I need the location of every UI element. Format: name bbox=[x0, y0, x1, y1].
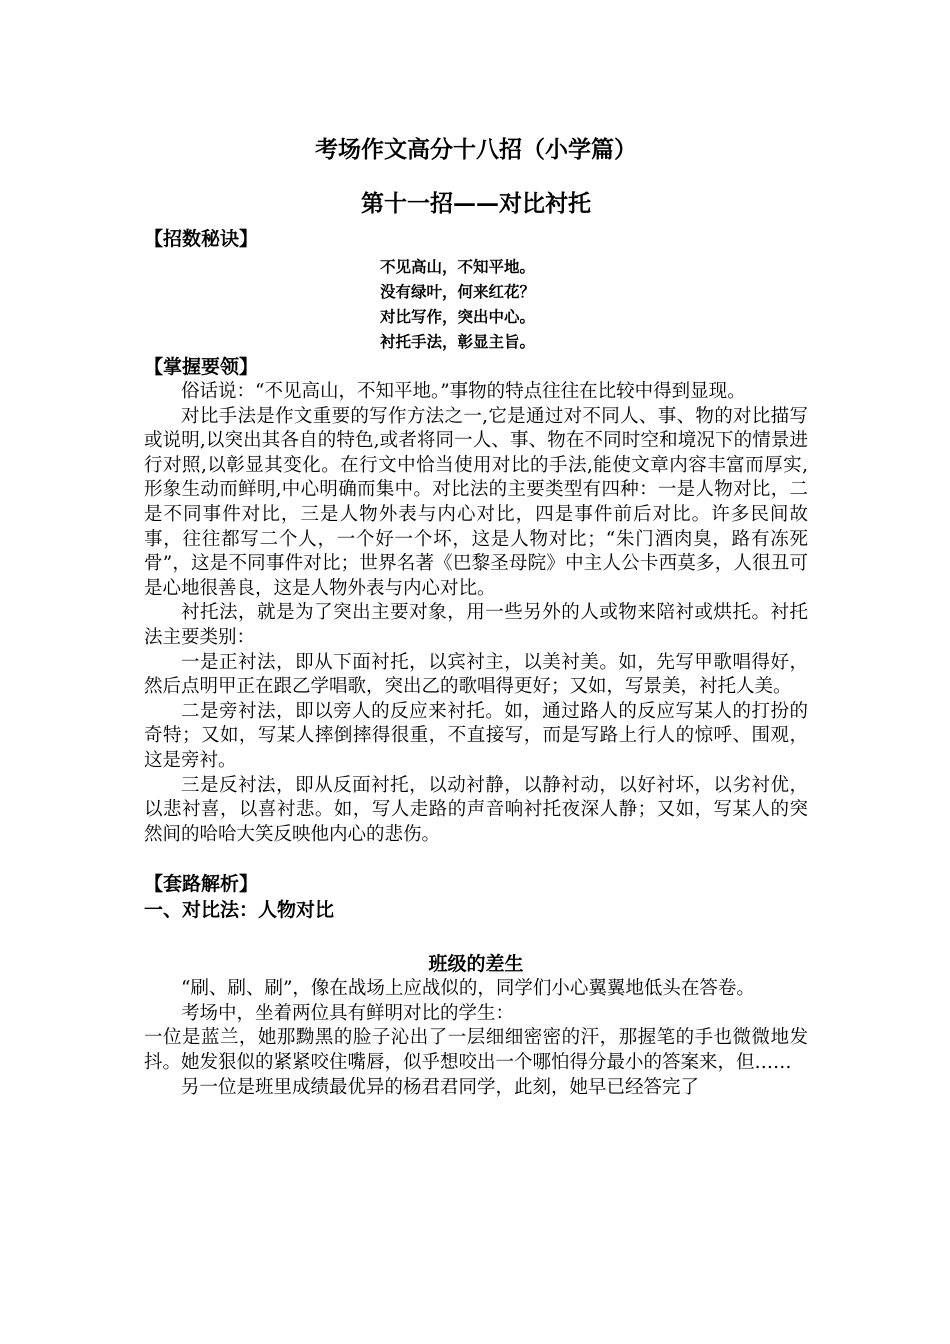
essentials-paragraph: 一是正衬法，即从下面衬托，以宾衬主，以美衬美。如，先写甲歌唱得好，然后点明甲正在跟乙学唱歌，突出乙的歌唱得更好；又如，写景美，衬托人美。 bbox=[144, 651, 808, 698]
spacer bbox=[144, 847, 808, 871]
essentials-paragraph: 三是反衬法，即从反面衬托，以动衬静，以静衬动，以好衬坏，以劣衬优，以悲衬喜，以喜衬悲。如，写人走路的声音响衬托夜深人静；又如，写某人的突然间的哈哈大笑反映他内心的悲伤。 bbox=[144, 774, 808, 845]
essentials-paragraph: 二是旁衬法，即以旁人的反应来衬托。如，通过路人的反应写某人的打扮的奇特；又如，写某人摔倒摔得很重，不直接写，而是写路上行人的惊呼、围观，这是旁衬。 bbox=[144, 700, 808, 771]
document-subtitle: 第十一招——对比衬托 bbox=[361, 190, 591, 217]
verse-line: 不见高山，不知平地。 bbox=[380, 257, 536, 276]
secret-verse bbox=[144, 254, 808, 354]
essentials-heading: 【掌握要领】 bbox=[144, 356, 259, 378]
essentials-paragraph: 俗话说：“不见高山，不知平地。”事物的特点往往在比较中得到显现。 bbox=[181, 381, 746, 402]
analysis-heading: 【套路解析】 bbox=[144, 873, 259, 896]
essay-paragraph: “刷、刷、刷”，像在战场上应战似的，同学们小心翼翼地低头在答卷。 bbox=[181, 978, 755, 1000]
spacer bbox=[144, 923, 808, 951]
document-page bbox=[144, 128, 808, 1100]
essentials-paragraph: 衬托法，就是为了突出主要对象，用一些另外的人或物来陪衬或烘托。衬托法主要类别： bbox=[144, 602, 808, 648]
analysis-section-title: 一、对比法：人物对比 bbox=[144, 899, 335, 922]
essentials-paragraph: 对比手法是作文重要的写作方法之一,它是通过对不同人、事、物的对比描写或说明,以突出其各自的特色,或者将同一人、事、物在不同时空和境况下的情景进行对照,以彰显其变化。在行文中恰当使用对比的手法,能使文章内容丰富而厚实,形象生动而鲜明,中心明确而集中。对比法的主要类型有四种：一是人物对比，二是不同事件对比，三是人物外表与内心对比，四是事件前后对比。许多民间故事，往往都写二个人，一个好一个坏，这是人物对比；“朱门酒肉臭，路有冻死骨”，这是不同事件对比；世界名著《巴黎圣母院》中主人公卡西莫多，人很丑可是心地很善良，这是人物外表与内心对比。 bbox=[144, 405, 808, 599]
essay-title: 班级的差生 bbox=[428, 953, 524, 976]
essay-paragraph: 另一位是班里成绩最优异的杨君君同学，此刻，她早已经答完了 bbox=[181, 1076, 700, 1098]
verse-line: 对比写作，突出中心。 bbox=[380, 307, 536, 326]
verse-line: 衬托手法，彰显主旨。 bbox=[380, 332, 536, 351]
secret-heading: 【招数秘诀】 bbox=[144, 228, 259, 250]
document-title: 考场作文高分十八招（小学篇） bbox=[315, 136, 637, 163]
verse-line: 没有绿叶，何来红花？ bbox=[380, 282, 536, 301]
essay-paragraph: 一位是蓝兰，她那黝黑的脸子沁出了一层细细密密的汗，那握笔的手也微微地发抖。她发狠似的紧紧咬住嘴唇，似乎想咬出一个哪怕得分最小的答案来，但…… bbox=[144, 1027, 808, 1074]
essay-paragraph: 考场中，坐着两位具有鲜明对比的学生： bbox=[181, 1002, 515, 1024]
